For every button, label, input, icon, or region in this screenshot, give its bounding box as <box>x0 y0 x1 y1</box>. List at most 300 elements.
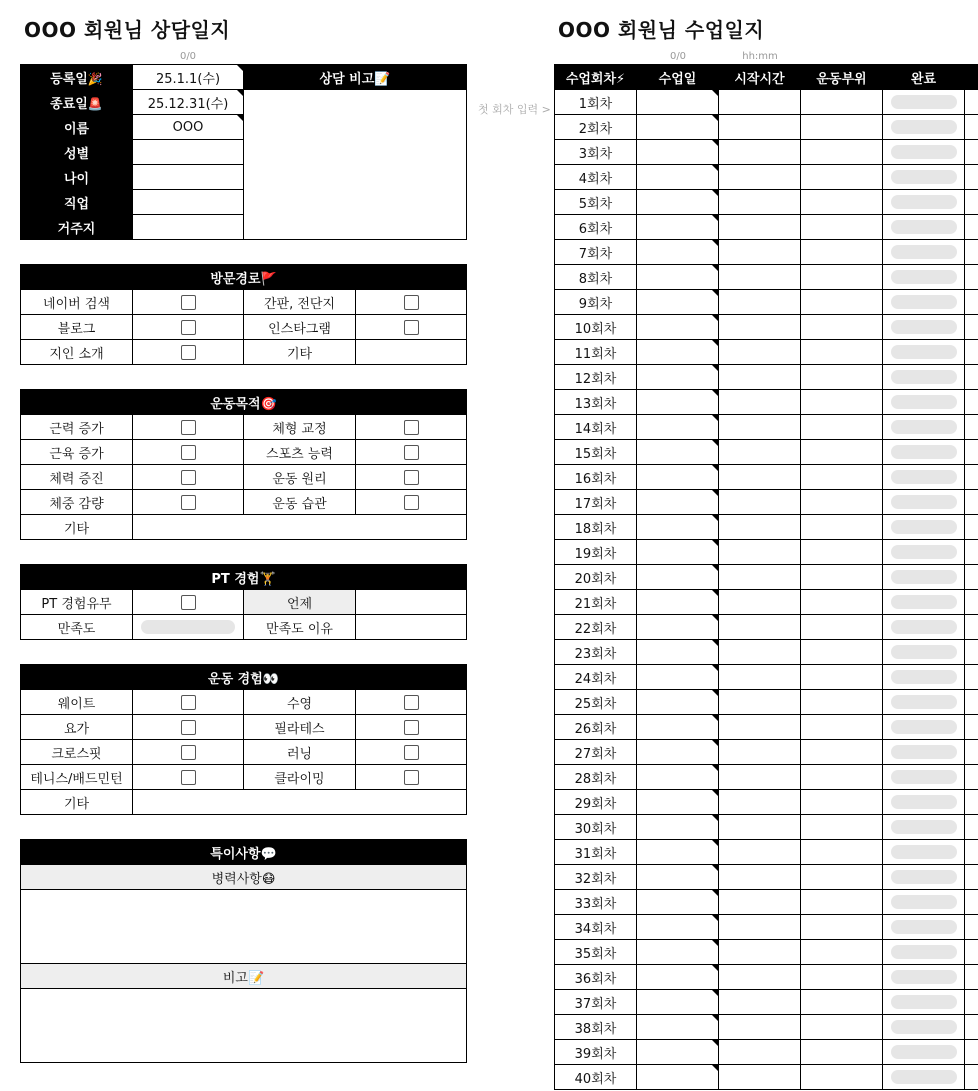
session-extra-cell[interactable] <box>965 440 978 465</box>
session-cell[interactable] <box>719 440 801 465</box>
session-cell[interactable] <box>801 365 883 390</box>
complete-dropdown[interactable] <box>891 370 957 384</box>
info-value[interactable] <box>133 190 244 215</box>
option-checkbox-cell[interactable] <box>356 465 467 490</box>
complete-cell[interactable] <box>883 240 965 265</box>
session-extra-cell[interactable] <box>965 190 978 215</box>
session-cell[interactable] <box>637 1015 719 1040</box>
complete-cell[interactable] <box>883 290 965 315</box>
session-cell[interactable] <box>719 265 801 290</box>
complete-dropdown[interactable] <box>891 570 957 584</box>
session-cell[interactable] <box>801 565 883 590</box>
session-cell[interactable] <box>719 365 801 390</box>
complete-cell[interactable] <box>883 565 965 590</box>
session-cell[interactable] <box>719 840 801 865</box>
option-checkbox-cell[interactable] <box>133 315 244 340</box>
complete-dropdown[interactable] <box>891 445 957 459</box>
session-cell[interactable] <box>637 490 719 515</box>
complete-dropdown[interactable] <box>891 745 957 759</box>
session-cell[interactable] <box>637 965 719 990</box>
session-cell[interactable] <box>719 1065 801 1090</box>
session-cell[interactable] <box>719 165 801 190</box>
complete-dropdown[interactable] <box>891 1070 957 1084</box>
session-cell[interactable] <box>637 265 719 290</box>
session-cell[interactable] <box>719 115 801 140</box>
session-extra-cell[interactable] <box>965 1065 978 1090</box>
session-cell[interactable] <box>719 765 801 790</box>
complete-dropdown[interactable] <box>891 620 957 634</box>
complete-cell[interactable] <box>883 315 965 340</box>
complete-dropdown[interactable] <box>891 995 957 1009</box>
session-cell[interactable] <box>719 1015 801 1040</box>
checkbox[interactable] <box>404 495 419 510</box>
complete-cell[interactable] <box>883 940 965 965</box>
complete-dropdown[interactable] <box>891 95 957 109</box>
complete-dropdown[interactable] <box>891 670 957 684</box>
session-cell[interactable] <box>719 540 801 565</box>
complete-dropdown[interactable] <box>891 1045 957 1059</box>
session-cell[interactable] <box>719 290 801 315</box>
complete-dropdown[interactable] <box>891 645 957 659</box>
session-cell[interactable] <box>801 390 883 415</box>
checkbox[interactable] <box>404 420 419 435</box>
session-extra-cell[interactable] <box>965 365 978 390</box>
session-cell[interactable] <box>637 690 719 715</box>
option-checkbox-cell[interactable] <box>133 465 244 490</box>
option-checkbox-cell[interactable] <box>356 490 467 515</box>
session-cell[interactable] <box>719 1040 801 1065</box>
session-cell[interactable] <box>637 365 719 390</box>
note-input[interactable] <box>21 989 467 1063</box>
pt-when-input[interactable] <box>356 590 467 615</box>
checkbox[interactable] <box>404 470 419 485</box>
session-cell[interactable] <box>719 715 801 740</box>
session-cell[interactable] <box>719 390 801 415</box>
session-cell[interactable] <box>801 1040 883 1065</box>
complete-cell[interactable] <box>883 590 965 615</box>
complete-cell[interactable] <box>883 990 965 1015</box>
option-checkbox-cell[interactable] <box>133 690 244 715</box>
checkbox[interactable] <box>181 420 196 435</box>
option-checkbox-cell[interactable] <box>133 740 244 765</box>
consult-note-input[interactable] <box>244 90 467 240</box>
complete-cell[interactable] <box>883 890 965 915</box>
session-cell[interactable] <box>801 990 883 1015</box>
session-cell[interactable] <box>637 1065 719 1090</box>
session-cell[interactable] <box>719 590 801 615</box>
complete-dropdown[interactable] <box>891 495 957 509</box>
session-cell[interactable] <box>637 590 719 615</box>
session-extra-cell[interactable] <box>965 690 978 715</box>
complete-cell[interactable] <box>883 740 965 765</box>
session-cell[interactable] <box>719 940 801 965</box>
session-cell[interactable] <box>637 465 719 490</box>
session-cell[interactable] <box>801 90 883 115</box>
complete-dropdown[interactable] <box>891 1020 957 1034</box>
complete-dropdown[interactable] <box>891 770 957 784</box>
complete-dropdown[interactable] <box>891 195 957 209</box>
session-extra-cell[interactable] <box>965 565 978 590</box>
session-cell[interactable] <box>801 665 883 690</box>
session-cell[interactable] <box>637 390 719 415</box>
complete-dropdown[interactable] <box>891 520 957 534</box>
complete-cell[interactable] <box>883 965 965 990</box>
session-extra-cell[interactable] <box>965 915 978 940</box>
complete-dropdown[interactable] <box>891 120 957 134</box>
session-extra-cell[interactable] <box>965 790 978 815</box>
session-cell[interactable] <box>637 215 719 240</box>
session-extra-cell[interactable] <box>965 665 978 690</box>
session-cell[interactable] <box>801 415 883 440</box>
option-checkbox-cell[interactable] <box>356 415 467 440</box>
session-cell[interactable] <box>801 640 883 665</box>
option-checkbox-cell[interactable] <box>356 765 467 790</box>
exp-etc-input[interactable] <box>133 790 467 815</box>
checkbox[interactable] <box>404 720 419 735</box>
session-cell[interactable] <box>637 765 719 790</box>
option-checkbox-cell[interactable] <box>356 740 467 765</box>
session-extra-cell[interactable] <box>965 240 978 265</box>
complete-dropdown[interactable] <box>891 920 957 934</box>
session-cell[interactable] <box>719 965 801 990</box>
session-cell[interactable] <box>719 740 801 765</box>
session-cell[interactable] <box>801 440 883 465</box>
session-extra-cell[interactable] <box>965 215 978 240</box>
session-cell[interactable] <box>719 340 801 365</box>
checkbox[interactable] <box>404 695 419 710</box>
session-cell[interactable] <box>637 140 719 165</box>
session-cell[interactable] <box>719 665 801 690</box>
session-cell[interactable] <box>801 890 883 915</box>
session-cell[interactable] <box>719 415 801 440</box>
complete-cell[interactable] <box>883 415 965 440</box>
session-extra-cell[interactable] <box>965 890 978 915</box>
checkbox[interactable] <box>181 345 196 360</box>
session-cell[interactable] <box>637 990 719 1015</box>
session-cell[interactable] <box>801 715 883 740</box>
session-cell[interactable] <box>719 515 801 540</box>
complete-cell[interactable] <box>883 215 965 240</box>
complete-dropdown[interactable] <box>891 945 957 959</box>
session-extra-cell[interactable] <box>965 990 978 1015</box>
complete-cell[interactable] <box>883 440 965 465</box>
session-cell[interactable] <box>801 865 883 890</box>
session-extra-cell[interactable] <box>965 390 978 415</box>
session-extra-cell[interactable] <box>965 465 978 490</box>
session-cell[interactable] <box>719 465 801 490</box>
session-extra-cell[interactable] <box>965 615 978 640</box>
session-extra-cell[interactable] <box>965 940 978 965</box>
session-cell[interactable] <box>801 690 883 715</box>
session-cell[interactable] <box>719 890 801 915</box>
complete-dropdown[interactable] <box>891 845 957 859</box>
complete-cell[interactable] <box>883 790 965 815</box>
session-cell[interactable] <box>719 990 801 1015</box>
session-cell[interactable] <box>719 240 801 265</box>
session-extra-cell[interactable] <box>965 540 978 565</box>
session-cell[interactable] <box>801 290 883 315</box>
session-extra-cell[interactable] <box>965 1040 978 1065</box>
session-extra-cell[interactable] <box>965 1015 978 1040</box>
session-cell[interactable] <box>637 815 719 840</box>
session-cell[interactable] <box>637 165 719 190</box>
session-cell[interactable] <box>637 615 719 640</box>
session-cell[interactable] <box>637 440 719 465</box>
session-cell[interactable] <box>719 815 801 840</box>
session-cell[interactable] <box>801 765 883 790</box>
session-cell[interactable] <box>801 740 883 765</box>
info-value[interactable] <box>133 165 244 190</box>
session-cell[interactable] <box>801 790 883 815</box>
session-cell[interactable] <box>637 915 719 940</box>
session-cell[interactable] <box>637 665 719 690</box>
info-value[interactable] <box>133 140 244 165</box>
complete-dropdown[interactable] <box>891 345 957 359</box>
complete-dropdown[interactable] <box>891 395 957 409</box>
complete-dropdown[interactable] <box>891 870 957 884</box>
complete-dropdown[interactable] <box>891 970 957 984</box>
session-extra-cell[interactable] <box>965 840 978 865</box>
option-checkbox-cell[interactable] <box>133 290 244 315</box>
complete-cell[interactable] <box>883 490 965 515</box>
complete-cell[interactable] <box>883 165 965 190</box>
complete-cell[interactable] <box>883 140 965 165</box>
complete-cell[interactable] <box>883 390 965 415</box>
complete-dropdown[interactable] <box>891 145 957 159</box>
session-cell[interactable] <box>719 315 801 340</box>
pt-reason-input[interactable] <box>356 615 467 640</box>
option-checkbox-cell[interactable] <box>133 415 244 440</box>
session-extra-cell[interactable] <box>965 590 978 615</box>
session-extra-cell[interactable] <box>965 515 978 540</box>
session-cell[interactable] <box>801 940 883 965</box>
complete-dropdown[interactable] <box>891 470 957 484</box>
session-cell[interactable] <box>637 340 719 365</box>
session-cell[interactable] <box>719 490 801 515</box>
session-extra-cell[interactable] <box>965 715 978 740</box>
session-cell[interactable] <box>719 915 801 940</box>
session-cell[interactable] <box>637 715 719 740</box>
session-cell[interactable] <box>719 565 801 590</box>
complete-cell[interactable] <box>883 815 965 840</box>
complete-cell[interactable] <box>883 1015 965 1040</box>
session-cell[interactable] <box>801 215 883 240</box>
complete-dropdown[interactable] <box>891 820 957 834</box>
session-cell[interactable] <box>637 840 719 865</box>
session-cell[interactable] <box>801 465 883 490</box>
session-cell[interactable] <box>637 790 719 815</box>
complete-dropdown[interactable] <box>891 695 957 709</box>
session-cell[interactable] <box>801 615 883 640</box>
option-checkbox-cell[interactable] <box>356 440 467 465</box>
complete-cell[interactable] <box>883 365 965 390</box>
session-cell[interactable] <box>637 90 719 115</box>
complete-cell[interactable] <box>883 265 965 290</box>
session-extra-cell[interactable] <box>965 115 978 140</box>
complete-dropdown[interactable] <box>891 545 957 559</box>
checkbox[interactable] <box>181 295 196 310</box>
session-extra-cell[interactable] <box>965 340 978 365</box>
session-cell[interactable] <box>801 265 883 290</box>
complete-cell[interactable] <box>883 515 965 540</box>
checkbox[interactable] <box>404 745 419 760</box>
complete-dropdown[interactable] <box>891 895 957 909</box>
option-checkbox-cell[interactable] <box>356 290 467 315</box>
session-cell[interactable] <box>719 865 801 890</box>
session-cell[interactable] <box>801 840 883 865</box>
session-cell[interactable] <box>637 540 719 565</box>
complete-dropdown[interactable] <box>891 795 957 809</box>
complete-cell[interactable] <box>883 640 965 665</box>
complete-cell[interactable] <box>883 765 965 790</box>
complete-dropdown[interactable] <box>891 595 957 609</box>
session-cell[interactable] <box>801 165 883 190</box>
complete-dropdown[interactable] <box>891 170 957 184</box>
session-cell[interactable] <box>801 140 883 165</box>
complete-cell[interactable] <box>883 715 965 740</box>
complete-cell[interactable] <box>883 90 965 115</box>
pt-satisfaction-dropdown[interactable] <box>141 620 235 634</box>
session-cell[interactable] <box>801 190 883 215</box>
session-cell[interactable] <box>637 565 719 590</box>
session-extra-cell[interactable] <box>965 415 978 440</box>
option-checkbox-cell[interactable] <box>356 315 467 340</box>
option-checkbox-cell[interactable] <box>133 340 244 365</box>
session-cell[interactable] <box>801 315 883 340</box>
session-cell[interactable] <box>719 790 801 815</box>
checkbox[interactable] <box>181 695 196 710</box>
session-cell[interactable] <box>801 815 883 840</box>
complete-cell[interactable] <box>883 465 965 490</box>
session-cell[interactable] <box>637 640 719 665</box>
session-cell[interactable] <box>719 190 801 215</box>
complete-dropdown[interactable] <box>891 720 957 734</box>
session-extra-cell[interactable] <box>965 165 978 190</box>
complete-dropdown[interactable] <box>891 295 957 309</box>
option-checkbox-cell[interactable] <box>133 440 244 465</box>
checkbox[interactable] <box>181 720 196 735</box>
session-extra-cell[interactable] <box>965 140 978 165</box>
session-extra-cell[interactable] <box>965 640 978 665</box>
info-value[interactable]: 25.1.1(수) <box>133 65 244 90</box>
complete-dropdown[interactable] <box>891 245 957 259</box>
complete-dropdown[interactable] <box>891 220 957 234</box>
session-cell[interactable] <box>801 590 883 615</box>
session-cell[interactable] <box>719 640 801 665</box>
session-cell[interactable] <box>637 890 719 915</box>
session-extra-cell[interactable] <box>965 815 978 840</box>
session-cell[interactable] <box>801 340 883 365</box>
complete-dropdown[interactable] <box>891 420 957 434</box>
session-cell[interactable] <box>801 965 883 990</box>
complete-cell[interactable] <box>883 540 965 565</box>
option-checkbox-cell[interactable] <box>133 490 244 515</box>
checkbox[interactable] <box>404 320 419 335</box>
option-checkbox-cell[interactable] <box>356 690 467 715</box>
checkbox[interactable] <box>181 470 196 485</box>
session-extra-cell[interactable] <box>965 90 978 115</box>
session-cell[interactable] <box>637 940 719 965</box>
session-cell[interactable] <box>637 190 719 215</box>
checkbox[interactable] <box>181 495 196 510</box>
session-cell[interactable] <box>637 740 719 765</box>
session-cell[interactable] <box>637 290 719 315</box>
session-extra-cell[interactable] <box>965 865 978 890</box>
complete-cell[interactable] <box>883 190 965 215</box>
option-checkbox-cell[interactable] <box>133 765 244 790</box>
checkbox[interactable] <box>404 445 419 460</box>
session-cell[interactable] <box>801 915 883 940</box>
checkbox[interactable] <box>404 770 419 785</box>
goal-etc-input[interactable] <box>133 515 467 540</box>
checkbox[interactable] <box>181 445 196 460</box>
option-checkbox-cell[interactable] <box>356 715 467 740</box>
complete-cell[interactable] <box>883 865 965 890</box>
session-cell[interactable] <box>719 615 801 640</box>
checkbox[interactable] <box>404 295 419 310</box>
complete-cell[interactable] <box>883 690 965 715</box>
session-cell[interactable] <box>719 690 801 715</box>
medical-history-input[interactable] <box>21 890 467 964</box>
session-extra-cell[interactable] <box>965 965 978 990</box>
session-extra-cell[interactable] <box>965 765 978 790</box>
session-cell[interactable] <box>801 540 883 565</box>
complete-cell[interactable] <box>883 1065 965 1090</box>
complete-cell[interactable] <box>883 115 965 140</box>
session-cell[interactable] <box>637 315 719 340</box>
session-cell[interactable] <box>719 140 801 165</box>
session-cell[interactable] <box>801 240 883 265</box>
session-cell[interactable] <box>719 215 801 240</box>
info-value[interactable]: OOO <box>133 115 244 140</box>
complete-cell[interactable] <box>883 915 965 940</box>
session-cell[interactable] <box>801 115 883 140</box>
option-etc-input[interactable] <box>356 340 467 365</box>
pt-experience-checkbox[interactable] <box>181 595 196 610</box>
session-cell[interactable] <box>637 415 719 440</box>
checkbox[interactable] <box>181 770 196 785</box>
session-extra-cell[interactable] <box>965 315 978 340</box>
checkbox[interactable] <box>181 320 196 335</box>
complete-cell[interactable] <box>883 615 965 640</box>
complete-dropdown[interactable] <box>891 320 957 334</box>
option-checkbox-cell[interactable] <box>133 715 244 740</box>
session-cell[interactable] <box>801 490 883 515</box>
session-cell[interactable] <box>637 515 719 540</box>
info-value[interactable] <box>133 215 244 240</box>
session-cell[interactable] <box>637 865 719 890</box>
session-label: 6회차 <box>555 215 637 240</box>
session-extra-cell[interactable] <box>965 490 978 515</box>
session-extra-cell[interactable] <box>965 290 978 315</box>
complete-cell[interactable] <box>883 340 965 365</box>
session-cell[interactable] <box>637 1040 719 1065</box>
session-cell[interactable] <box>637 115 719 140</box>
session-cell[interactable] <box>637 240 719 265</box>
checkbox[interactable] <box>181 745 196 760</box>
complete-dropdown[interactable] <box>891 270 957 284</box>
session-cell[interactable] <box>801 1065 883 1090</box>
session-extra-cell[interactable] <box>965 265 978 290</box>
session-cell[interactable] <box>801 1015 883 1040</box>
session-extra-cell[interactable] <box>965 740 978 765</box>
complete-cell[interactable] <box>883 1040 965 1065</box>
complete-cell[interactable] <box>883 665 965 690</box>
session-cell[interactable] <box>801 515 883 540</box>
info-value[interactable]: 25.12.31(수) <box>133 90 244 115</box>
complete-cell[interactable] <box>883 840 965 865</box>
session-cell[interactable] <box>719 90 801 115</box>
